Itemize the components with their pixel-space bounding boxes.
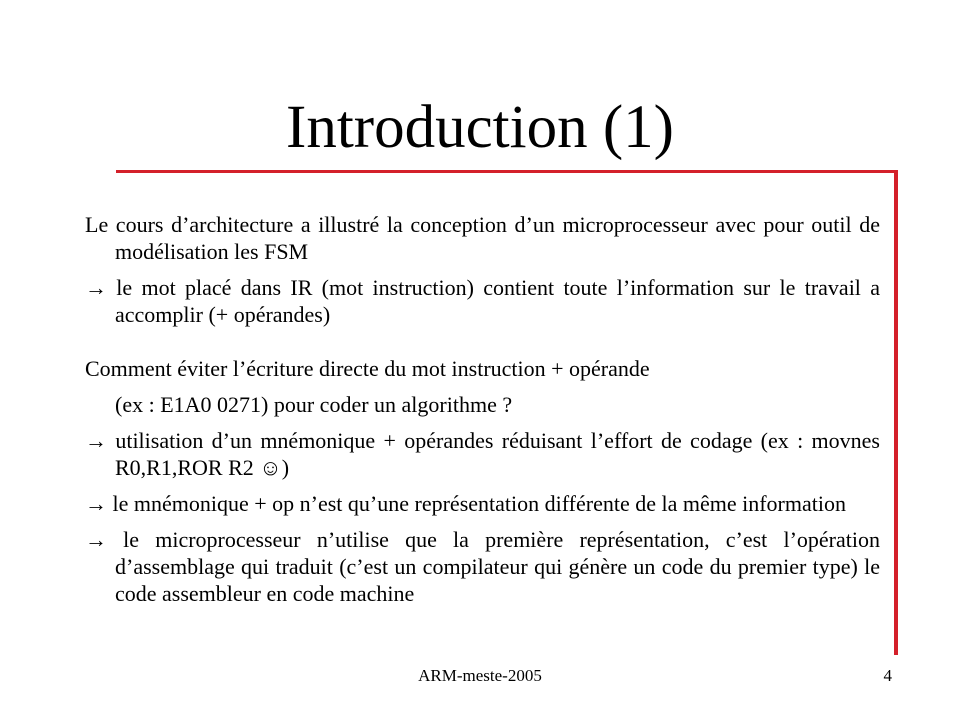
paragraph-arrow-mnemonic: → utilisation d’un mnémonique + opérandes réduisant l’effort de codage (ex : movnes R0,R1,ROR R2 ☺)	[85, 428, 880, 480]
slide-title: Introduction (1)	[286, 94, 674, 161]
page-number: 4	[883, 666, 892, 685]
paragraph-example: (ex : E1A0 0271) pour coder un algorithme ?	[115, 392, 513, 417]
paragraph-arrow-representation: → le mnémonique + op n’est qu’une représentation différente de la même information	[85, 491, 846, 516]
paragraph-intro: Le cours d’architecture a illustré la conception d’un microprocesseur avec pour outil de modélisation les FSM	[85, 212, 880, 264]
paragraph-question: Comment éviter l’écriture directe du mot instruction + opérande	[85, 356, 650, 381]
paragraph-arrow-ir: → le mot placé dans IR (mot instruction) contient toute l’information sur le travail a accomplir (+ opérandes)	[85, 275, 880, 327]
accent-bar	[894, 170, 898, 655]
paragraph-arrow-assembly: → le microprocesseur n’utilise que la première représentation, c’est l’opération d’assemblage qui traduit (c’est un compilateur qui génère un code du premier type) le code assembleur en code machine	[85, 527, 880, 606]
footer-label: ARM-meste-2005	[418, 666, 542, 685]
accent-rule	[116, 170, 896, 173]
slide-body	[85, 211, 880, 616]
